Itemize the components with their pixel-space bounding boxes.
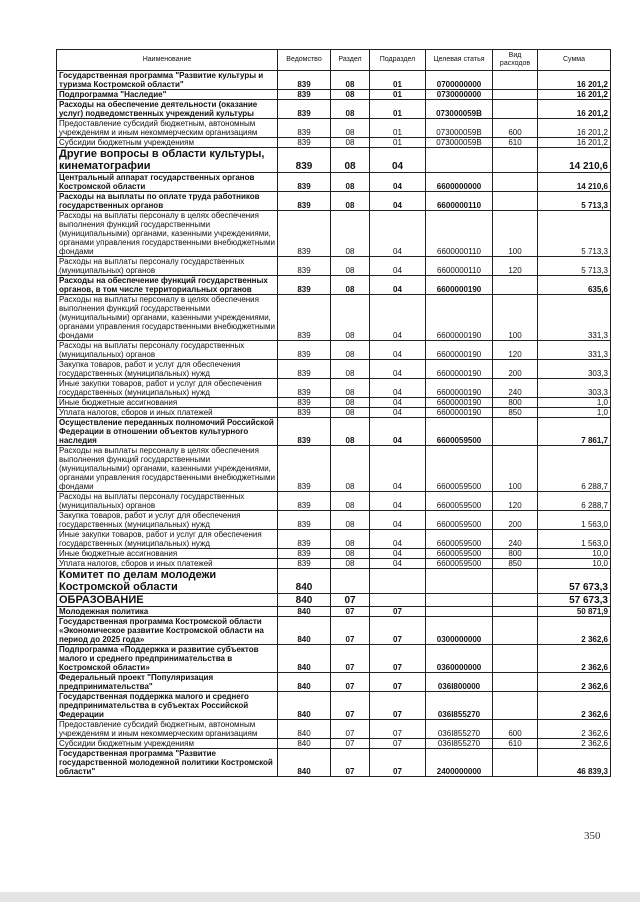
row-exp-type-cell: 120 (493, 492, 538, 511)
header-section: Раздел (331, 50, 370, 71)
header-sum: Сумма (538, 50, 611, 71)
row-section-cell: 07 (331, 739, 370, 749)
row-name-cell: Иные бюджетные ассигнования (57, 549, 278, 559)
row-section-cell: 07 (331, 692, 370, 720)
row-section-cell (331, 569, 370, 594)
row-name-cell: Уплата налогов, сборов и иных платежей (57, 559, 278, 569)
row-exp-type-cell (493, 192, 538, 211)
table-row (57, 398, 611, 408)
row-section-cell: 08 (331, 549, 370, 559)
row-sum-cell: 10,0 (538, 559, 611, 569)
row-subsection-cell: 04 (370, 398, 426, 408)
row-name-cell: Государственная поддержка малого и среднего предпринимательства в субъектах Российской Федерации (57, 692, 278, 720)
row-sum-cell: 14 210,6 (538, 148, 611, 173)
table-body (57, 71, 611, 777)
table-row (57, 408, 611, 418)
row-sum-cell: 5 713,3 (538, 192, 611, 211)
row-article-cell: 6600059500 (426, 446, 493, 492)
row-exp-type-cell (493, 418, 538, 446)
row-dept-cell: 839 (278, 408, 331, 418)
row-dept-cell: 839 (278, 148, 331, 173)
row-sum-cell: 57 673,3 (538, 569, 611, 594)
row-sum-cell: 1 563,0 (538, 511, 611, 530)
row-exp-type-cell: 850 (493, 408, 538, 418)
row-article-cell (426, 594, 493, 607)
row-article-cell: 2400000000 (426, 749, 493, 777)
row-subsection-cell: 04 (370, 559, 426, 569)
row-name-cell: Расходы на выплаты персоналу в целях обеспечения выполнения функций государственными (муниципальными) органами, казенными учреждениями, органами управления государственными внебюджетными фондами (57, 446, 278, 492)
row-name-cell: Расходы на выплаты по оплате труда работников государственных органов (57, 192, 278, 211)
row-exp-type-cell: 240 (493, 530, 538, 549)
row-section-cell: 08 (331, 71, 370, 90)
table-row (57, 119, 611, 138)
row-exp-type-cell: 800 (493, 549, 538, 559)
row-section-cell: 08 (331, 257, 370, 276)
row-name-cell: Расходы на выплаты персоналу государственных (муниципальных) органов (57, 492, 278, 511)
table-row (57, 379, 611, 398)
row-name-cell: ОБРАЗОВАНИЕ (57, 594, 278, 607)
row-name-cell: Расходы на выплаты персоналу государственных (муниципальных) органов (57, 341, 278, 360)
table-header-row (57, 50, 611, 71)
table-row (57, 341, 611, 360)
row-article-cell: 6600000000 (426, 173, 493, 192)
table-row (57, 569, 611, 594)
row-article-cell: 073000059В (426, 119, 493, 138)
row-dept-cell: 839 (278, 511, 331, 530)
header-dept: Ведомство (278, 50, 331, 71)
row-article-cell: 073000059В (426, 138, 493, 148)
row-name-cell: Другие вопросы в области культуры, кинематографии (57, 148, 278, 173)
row-section-cell: 08 (331, 192, 370, 211)
row-sum-cell: 46 839,3 (538, 749, 611, 777)
row-subsection-cell: 07 (370, 720, 426, 739)
row-name-cell: Предоставление субсидий бюджетным, автономным учреждениям и иным некоммерческим организациям (57, 119, 278, 138)
row-name-cell: Подпрограмма "Наследие" (57, 90, 278, 100)
row-section-cell: 08 (331, 295, 370, 341)
row-sum-cell: 16 201,2 (538, 119, 611, 138)
row-exp-type-cell (493, 569, 538, 594)
row-name-cell: Молодежная политика (57, 607, 278, 617)
row-sum-cell: 5 713,3 (538, 257, 611, 276)
header-name: Наименование (57, 50, 278, 71)
row-sum-cell: 50 871,9 (538, 607, 611, 617)
row-subsection-cell (370, 594, 426, 607)
row-dept-cell: 840 (278, 645, 331, 673)
row-dept-cell: 839 (278, 173, 331, 192)
row-name-cell: Уплата налогов, сборов и иных платежей (57, 408, 278, 418)
row-sum-cell: 2 362,6 (538, 739, 611, 749)
row-name-cell: Осуществление переданных полномочий Российской Федерации в отношении объектов культурного наследия (57, 418, 278, 446)
row-subsection-cell: 04 (370, 492, 426, 511)
row-subsection-cell: 04 (370, 192, 426, 211)
row-article-cell: 073000059В (426, 100, 493, 119)
row-subsection-cell: 04 (370, 408, 426, 418)
row-exp-type-cell: 610 (493, 739, 538, 749)
row-name-cell: Расходы на выплаты персоналу в целях обеспечения выполнения функций государственными (муниципальными) органами, казенными учреждениями, органами управления государственными внебюджетными фондами (57, 295, 278, 341)
row-article-cell: 6600059500 (426, 559, 493, 569)
row-article-cell: 6600000190 (426, 398, 493, 408)
table-row (57, 418, 611, 446)
row-name-cell: Государственная программа "Развитие культуры и туризма Костромской области" (57, 71, 278, 90)
row-subsection-cell: 01 (370, 71, 426, 90)
row-name-cell: Иные закупки товаров, работ и услуг для обеспечения государственных (муниципальных) нужд (57, 379, 278, 398)
row-article-cell: 6600000110 (426, 192, 493, 211)
table-row (57, 257, 611, 276)
row-dept-cell: 839 (278, 192, 331, 211)
budget-table (56, 49, 611, 777)
row-sum-cell: 2 362,6 (538, 673, 611, 692)
row-dept-cell: 839 (278, 549, 331, 559)
row-exp-type-cell: 200 (493, 511, 538, 530)
row-name-cell: Расходы на обеспечение деятельности (оказание услуг) подведомственных учреждений культуры (57, 100, 278, 119)
page-number: 350 (584, 830, 601, 842)
table-row (57, 295, 611, 341)
row-section-cell: 08 (331, 148, 370, 173)
row-article-cell: 0360000000 (426, 645, 493, 673)
row-dept-cell: 840 (278, 594, 331, 607)
row-name-cell: Иные закупки товаров, работ и услуг для обеспечения государственных (муниципальных) нужд (57, 530, 278, 549)
row-exp-type-cell: 600 (493, 720, 538, 739)
row-sum-cell: 16 201,2 (538, 100, 611, 119)
row-sum-cell: 5 713,3 (538, 211, 611, 257)
row-section-cell: 08 (331, 530, 370, 549)
row-section-cell: 08 (331, 559, 370, 569)
table-row (57, 594, 611, 607)
row-subsection-cell: 04 (370, 295, 426, 341)
row-subsection-cell: 07 (370, 645, 426, 673)
row-exp-type-cell: 600 (493, 119, 538, 138)
row-article-cell: 036I800000 (426, 673, 493, 692)
row-exp-type-cell: 240 (493, 379, 538, 398)
row-section-cell: 08 (331, 511, 370, 530)
row-article-cell: 6600000190 (426, 276, 493, 295)
row-exp-type-cell (493, 71, 538, 90)
row-section-cell: 08 (331, 341, 370, 360)
row-subsection-cell: 07 (370, 739, 426, 749)
row-name-cell: Субсидии бюджетным учреждениям (57, 739, 278, 749)
row-article-cell: 036I855270 (426, 692, 493, 720)
row-dept-cell: 839 (278, 276, 331, 295)
row-section-cell: 08 (331, 138, 370, 148)
row-dept-cell: 839 (278, 71, 331, 90)
row-article-cell: 6600059500 (426, 549, 493, 559)
row-subsection-cell: 04 (370, 173, 426, 192)
table-row (57, 511, 611, 530)
row-exp-type-cell (493, 90, 538, 100)
row-subsection-cell: 04 (370, 360, 426, 379)
table-row (57, 211, 611, 257)
budget-table-page (56, 49, 610, 777)
row-subsection-cell: 04 (370, 418, 426, 446)
row-dept-cell: 840 (278, 692, 331, 720)
row-section-cell: 08 (331, 100, 370, 119)
row-sum-cell: 2 362,6 (538, 720, 611, 739)
table-row (57, 446, 611, 492)
row-dept-cell: 839 (278, 100, 331, 119)
table-row (57, 559, 611, 569)
row-sum-cell: 2 362,6 (538, 617, 611, 645)
row-name-cell: Расходы на обеспечение функций государственных органов, в том числе территориальных органов (57, 276, 278, 295)
table-row (57, 749, 611, 777)
row-dept-cell: 840 (278, 720, 331, 739)
row-name-cell: Субсидии бюджетным учреждениям (57, 138, 278, 148)
table-row (57, 100, 611, 119)
row-sum-cell: 7 861,7 (538, 418, 611, 446)
row-name-cell: Центральный аппарат государственных органов Костромской области (57, 173, 278, 192)
row-name-cell: Подпрограмма «Поддержка и развитие субъектов малого и среднего предпринимательства в Костромской области» (57, 645, 278, 673)
row-article-cell (426, 148, 493, 173)
row-exp-type-cell: 850 (493, 559, 538, 569)
row-exp-type-cell: 100 (493, 295, 538, 341)
header-subsection: Подраздел (370, 50, 426, 71)
row-article-cell: 6600059500 (426, 418, 493, 446)
row-subsection-cell (370, 569, 426, 594)
row-subsection-cell: 07 (370, 749, 426, 777)
row-sum-cell: 635,6 (538, 276, 611, 295)
row-sum-cell: 10,0 (538, 549, 611, 559)
table-row (57, 645, 611, 673)
table-row (57, 138, 611, 148)
row-exp-type-cell (493, 594, 538, 607)
row-exp-type-cell: 200 (493, 360, 538, 379)
table-row (57, 148, 611, 173)
row-article-cell: 036I855270 (426, 739, 493, 749)
row-section-cell: 07 (331, 673, 370, 692)
table-row (57, 607, 611, 617)
row-exp-type-cell (493, 692, 538, 720)
row-subsection-cell: 04 (370, 530, 426, 549)
row-section-cell: 08 (331, 173, 370, 192)
row-exp-type-cell (493, 148, 538, 173)
row-section-cell: 08 (331, 276, 370, 295)
row-subsection-cell: 01 (370, 90, 426, 100)
table-row (57, 720, 611, 739)
row-dept-cell: 839 (278, 492, 331, 511)
row-article-cell: 036I855270 (426, 720, 493, 739)
row-subsection-cell: 04 (370, 211, 426, 257)
table-row (57, 492, 611, 511)
row-name-cell: Закупка товаров, работ и услуг для обеспечения государственных (муниципальных) нужд (57, 360, 278, 379)
row-section-cell: 08 (331, 119, 370, 138)
row-sum-cell: 331,3 (538, 341, 611, 360)
row-dept-cell: 839 (278, 360, 331, 379)
row-sum-cell: 6 288,7 (538, 492, 611, 511)
row-subsection-cell: 04 (370, 148, 426, 173)
row-subsection-cell: 04 (370, 276, 426, 295)
header-exp-type: Вид расходов (493, 50, 538, 71)
row-subsection-cell: 07 (370, 617, 426, 645)
table-row (57, 71, 611, 90)
row-section-cell: 07 (331, 749, 370, 777)
row-sum-cell: 16 201,2 (538, 71, 611, 90)
table-row (57, 549, 611, 559)
row-exp-type-cell (493, 673, 538, 692)
row-dept-cell: 839 (278, 295, 331, 341)
row-exp-type-cell: 120 (493, 257, 538, 276)
row-dept-cell: 840 (278, 739, 331, 749)
row-sum-cell: 57 673,3 (538, 594, 611, 607)
row-dept-cell: 840 (278, 569, 331, 594)
row-exp-type-cell (493, 276, 538, 295)
row-dept-cell: 839 (278, 138, 331, 148)
row-subsection-cell: 04 (370, 257, 426, 276)
table-row (57, 173, 611, 192)
row-sum-cell: 303,3 (538, 379, 611, 398)
row-exp-type-cell: 800 (493, 398, 538, 408)
table-row (57, 360, 611, 379)
row-sum-cell: 2 362,6 (538, 645, 611, 673)
row-subsection-cell: 01 (370, 119, 426, 138)
row-sum-cell: 1 563,0 (538, 530, 611, 549)
row-dept-cell: 839 (278, 398, 331, 408)
row-exp-type-cell (493, 173, 538, 192)
row-exp-type-cell (493, 749, 538, 777)
row-sum-cell: 16 201,2 (538, 90, 611, 100)
row-subsection-cell: 07 (370, 673, 426, 692)
row-dept-cell: 839 (278, 446, 331, 492)
row-sum-cell: 303,3 (538, 360, 611, 379)
row-subsection-cell: 04 (370, 446, 426, 492)
row-sum-cell: 6 288,7 (538, 446, 611, 492)
row-article-cell: 0730000000 (426, 90, 493, 100)
row-name-cell: Комитет по делам молодежи Костромской области (57, 569, 278, 594)
scan-edge-strip (0, 892, 640, 902)
row-subsection-cell: 04 (370, 511, 426, 530)
table-row (57, 530, 611, 549)
row-dept-cell: 839 (278, 379, 331, 398)
row-dept-cell: 840 (278, 607, 331, 617)
row-sum-cell: 1,0 (538, 408, 611, 418)
row-dept-cell: 839 (278, 418, 331, 446)
row-dept-cell: 839 (278, 341, 331, 360)
row-dept-cell: 839 (278, 90, 331, 100)
row-subsection-cell: 07 (370, 692, 426, 720)
table-row (57, 739, 611, 749)
row-name-cell: Расходы на выплаты персоналу в целях обеспечения выполнения функций государственными (муниципальными) органами, казенными учреждениями, органами управления государственными внебюджетными фондами (57, 211, 278, 257)
row-name-cell: Государственная программа Костромской области «Экономическое развитие Костромской области на период до 2025 года» (57, 617, 278, 645)
row-section-cell: 08 (331, 90, 370, 100)
row-sum-cell: 14 210,6 (538, 173, 611, 192)
row-name-cell: Закупка товаров, работ и услуг для обеспечения государственных (муниципальных) нужд (57, 511, 278, 530)
row-exp-type-cell: 100 (493, 446, 538, 492)
row-article-cell (426, 607, 493, 617)
row-name-cell: Расходы на выплаты персоналу государственных (муниципальных) органов (57, 257, 278, 276)
row-section-cell: 07 (331, 645, 370, 673)
row-article-cell: 6600000190 (426, 408, 493, 418)
table-row (57, 192, 611, 211)
row-dept-cell: 840 (278, 617, 331, 645)
row-exp-type-cell (493, 607, 538, 617)
row-sum-cell: 2 362,6 (538, 692, 611, 720)
row-section-cell: 08 (331, 446, 370, 492)
row-exp-type-cell: 610 (493, 138, 538, 148)
table-row (57, 673, 611, 692)
row-subsection-cell: 07 (370, 607, 426, 617)
header-article: Целевая статья (426, 50, 493, 71)
row-exp-type-cell: 120 (493, 341, 538, 360)
row-article-cell: 0300000000 (426, 617, 493, 645)
table-row (57, 692, 611, 720)
row-article-cell: 6600000190 (426, 341, 493, 360)
row-name-cell: Государственная программа "Развитие государственной молодежной политики Костромской области" (57, 749, 278, 777)
row-dept-cell: 839 (278, 530, 331, 549)
row-section-cell: 08 (331, 211, 370, 257)
row-exp-type-cell (493, 645, 538, 673)
row-section-cell: 08 (331, 398, 370, 408)
row-article-cell: 0700000000 (426, 71, 493, 90)
row-section-cell: 07 (331, 607, 370, 617)
table-row (57, 617, 611, 645)
row-dept-cell: 840 (278, 749, 331, 777)
row-subsection-cell: 01 (370, 100, 426, 119)
row-exp-type-cell (493, 100, 538, 119)
row-sum-cell: 1,0 (538, 398, 611, 408)
row-article-cell: 6600000190 (426, 360, 493, 379)
row-dept-cell: 839 (278, 257, 331, 276)
table-row (57, 90, 611, 100)
row-dept-cell: 839 (278, 119, 331, 138)
row-article-cell: 6600000190 (426, 379, 493, 398)
row-sum-cell: 16 201,2 (538, 138, 611, 148)
row-section-cell: 07 (331, 720, 370, 739)
row-section-cell: 07 (331, 594, 370, 607)
row-section-cell: 08 (331, 492, 370, 511)
row-section-cell: 08 (331, 408, 370, 418)
row-name-cell: Предоставление субсидий бюджетным, автономным учреждениям и иным некоммерческим организациям (57, 720, 278, 739)
row-sum-cell: 331,3 (538, 295, 611, 341)
row-exp-type-cell: 100 (493, 211, 538, 257)
row-article-cell: 6600059500 (426, 511, 493, 530)
row-subsection-cell: 01 (370, 138, 426, 148)
row-subsection-cell: 04 (370, 379, 426, 398)
row-article-cell: 6600059500 (426, 492, 493, 511)
row-section-cell: 07 (331, 617, 370, 645)
row-article-cell: 6600059500 (426, 530, 493, 549)
row-dept-cell: 839 (278, 211, 331, 257)
row-article-cell: 6600000190 (426, 295, 493, 341)
row-subsection-cell: 04 (370, 341, 426, 360)
row-dept-cell: 840 (278, 673, 331, 692)
row-exp-type-cell (493, 617, 538, 645)
row-article-cell (426, 569, 493, 594)
row-dept-cell: 839 (278, 559, 331, 569)
row-section-cell: 08 (331, 418, 370, 446)
table-row (57, 276, 611, 295)
row-article-cell: 6600000110 (426, 257, 493, 276)
row-subsection-cell: 04 (370, 549, 426, 559)
row-article-cell: 6600000110 (426, 211, 493, 257)
row-section-cell: 08 (331, 360, 370, 379)
row-name-cell: Федеральный проект "Популяризация предпринимательства" (57, 673, 278, 692)
row-name-cell: Иные бюджетные ассигнования (57, 398, 278, 408)
row-section-cell: 08 (331, 379, 370, 398)
